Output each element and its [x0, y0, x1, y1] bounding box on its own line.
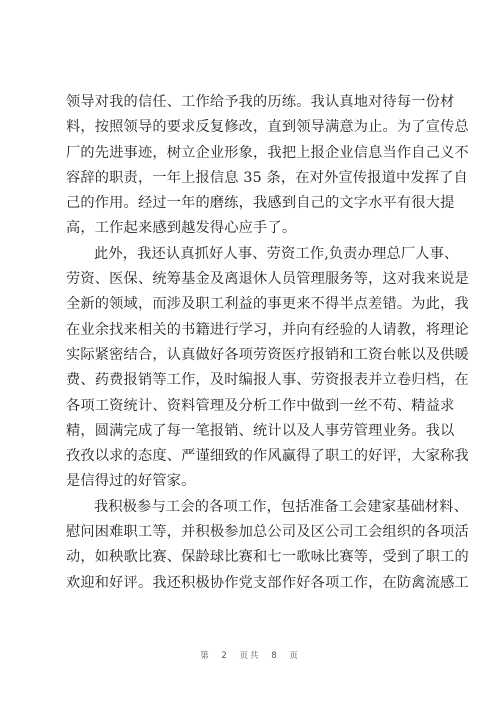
text-line: 各项工资统计、资料管理及分析工作中做到一丝不苟、精益求	[66, 397, 455, 414]
text-line: 孜孜以求的态度、严谨细致的作风赢得了职工的好评，大家称我	[66, 448, 469, 465]
text-line: 劳资、医保、统筹基金及离退休人员管理服务等，这对我来说是	[66, 271, 469, 288]
page-number-suffix: 页	[289, 651, 300, 661]
text-line: 欢迎和好评。我还积极协作党支部作好各项工作，在防禽流感工	[66, 574, 469, 591]
text-line: 动，如秧歌比赛、保龄球比赛和七一歌咏比赛等，受到了职工的	[66, 549, 469, 566]
document-body	[66, 90, 469, 596]
current-page-number: 2	[221, 651, 229, 661]
text-line: 高，工作起来感到越发得心应手了。	[66, 220, 297, 237]
paragraph	[66, 90, 469, 242]
text-line: 厂的先进事迹，树立企业形象，我把上报企业信息当作自己义不	[66, 144, 469, 161]
text-line: 在业余找来相关的书籍进行学习，并向有经验的人请教，将理论	[66, 321, 469, 338]
text-line: 全新的领域，而涉及职工利益的事更来不得半点差错。为此，我	[66, 296, 469, 313]
paragraph	[66, 495, 469, 596]
text-line: 慰问困难职工等，并积极参加总公司及区公司工会组织的各项活	[66, 524, 469, 541]
text-line: 领导对我的信任、工作给予我的历练。我认真地对待每一份材	[66, 94, 455, 110]
text-line: 己的作用。经过一年的磨练，我感到自己的文字水平有很大提	[66, 195, 455, 212]
total-page-count: 8	[271, 651, 279, 661]
page-number-separator: 页共	[239, 651, 261, 661]
text-line: 容辞的职责，一年上报信息 35 条，在对外宣传报道中发挥了自	[66, 169, 468, 186]
text-line: 费、药费报销等工作，及时编报人事、劳资报表并立卷归档，在	[66, 372, 469, 389]
text-line: 我积极参与工会的各项工作，包括准备工会建家基础材料、	[94, 498, 469, 515]
text-line: 实际紧密结合，认真做好各项劳资医疗报销和工资台帐以及供暖	[66, 346, 469, 363]
text-line: 料，按照领导的要求反复修改，直到领导满意为止。为了宣传总	[66, 119, 469, 136]
page-number-prefix: 第	[200, 651, 211, 661]
text-line: 是信得过的好管家。	[66, 473, 196, 490]
text-line: 此外，我还认真抓好人事、劳资工作,负责办理总厂人事、	[94, 245, 459, 262]
paragraph	[66, 242, 469, 495]
text-line: 精，圆满完成了每一笔报销、统计以及人事劳管理业务。我以	[66, 422, 455, 439]
page-footer	[0, 649, 500, 661]
